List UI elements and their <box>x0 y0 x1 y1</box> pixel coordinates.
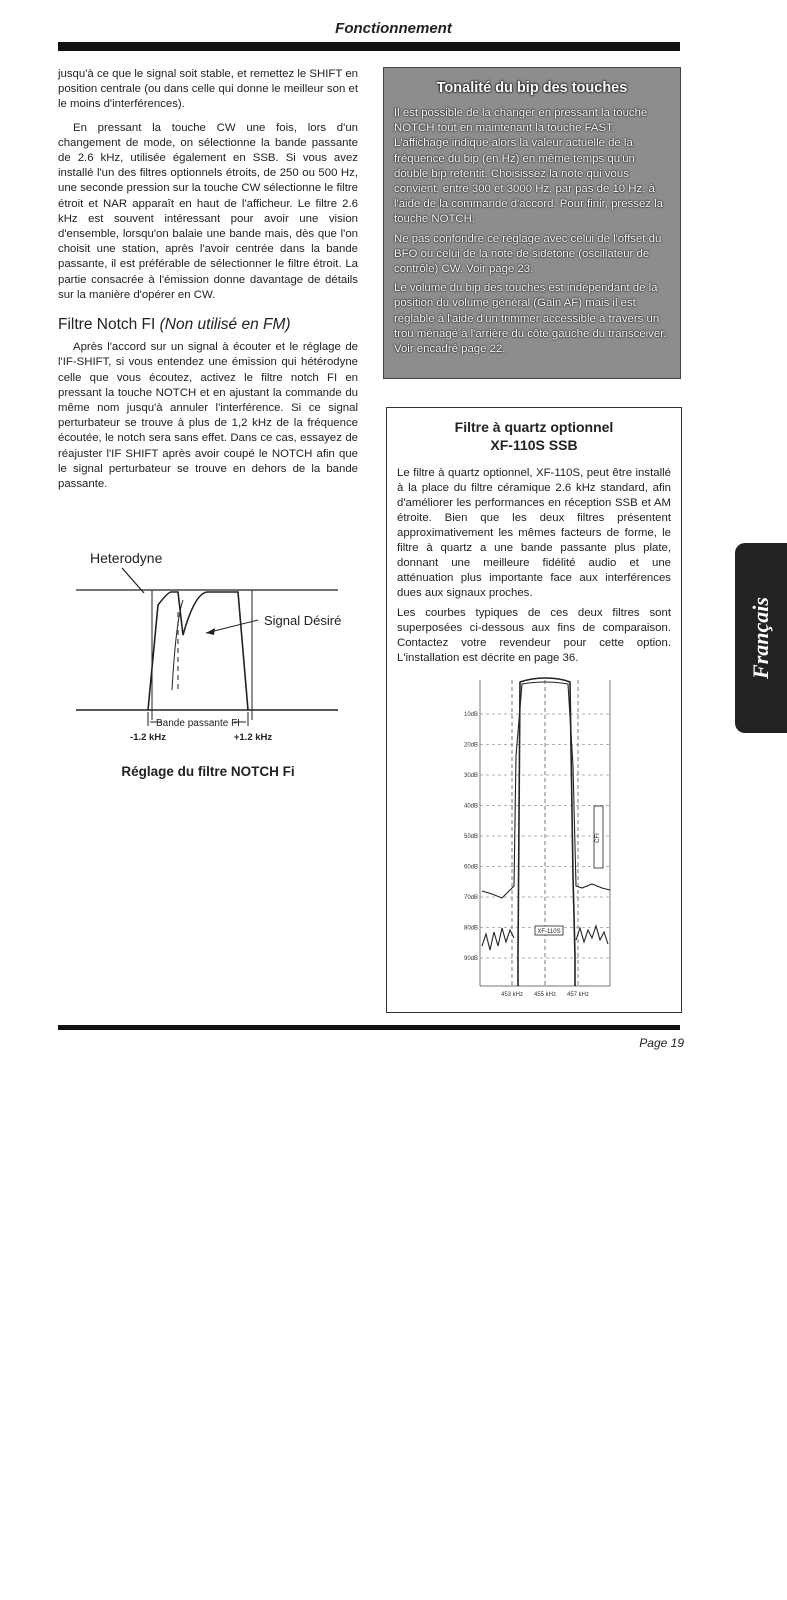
header-rule <box>58 42 680 51</box>
y-tick-label: 80dB <box>463 925 478 932</box>
signal-desire-label: Signal Désiré <box>264 613 342 628</box>
quartz-paragraph-2: Les courbes typiques de ces deux filtres sont superposées ci-dessous aux fins de comparaison. Contactez votre revendeur pour cette option. L'installation est décrite en page 36. <box>397 607 671 664</box>
tip-paragraph-2: Ne pas confondre ce réglage avec celui de l'offset du BFO ou celui de la note de sidetone (oscillateur de contrôle) CW. Voir page 23. <box>394 232 662 276</box>
y-tick-label: 10dB <box>463 712 478 718</box>
tip-paragraph-3: Le volume du bip des touches est indépendant de la position du volume général (Gain AF) mais il est réglable à l'aide d'un trimmer accessible à travers un trou ménagé à l'arrière du côté gauche du transceiver. Voir encadré page 22. <box>394 282 667 356</box>
page-header-title: Fonctionnement <box>335 20 452 37</box>
left-paragraph-2: En pressant la touche CW une fois, lors d'un changement de mode, on sélectionne la bande passante de 2.6 kHz, utilisée également en SSB. Si vous avez installé l'un des filtres optionnels étroits, de 250 ou 500 Hz, une seconde pression sur la touche CW sélectionne le filtre étroit et NAR apparaît en haut de l'afficheur. Le filtre 2.6 kHz est souvent intéressant pour avoir une vision d'ensemble, lorsqu'on balaie une bande mais, dès que l'on choisit une station, après l'avoir centrée dans la bande passante, il est préférable de sélectionner le filtre étroit. La partie consacrée à l'émission donne davantage de détails sur la manière d'opérer en CW. <box>58 121 358 301</box>
notch-section-heading <box>58 317 358 332</box>
quartz-title-line-2: XF-110S SSB <box>490 437 578 453</box>
y-tick-label: 30dB <box>463 773 478 779</box>
filter-response-chart <box>452 676 622 1006</box>
plus-1-2-khz-label: +1.2 kHz <box>233 732 273 743</box>
x-label-453: 453 kHz <box>500 992 524 998</box>
left-column <box>58 67 358 500</box>
tip-box-title: Tonalité du bip des touches <box>436 80 628 96</box>
ceramic-response-curve <box>482 682 610 898</box>
x-label-455: 455 kHz <box>533 992 557 998</box>
y-tick-label: 20dB <box>463 742 478 749</box>
xf110s-tag: XF-110S <box>537 929 561 935</box>
xf110s-response-curve <box>518 678 575 986</box>
y-tick-label: 40dB <box>463 803 478 810</box>
heterodyne-label: Heterodyne <box>90 550 163 566</box>
quartz-title-line-1: Filtre à quartz optionnel <box>454 419 614 435</box>
notch-heading-text: Filtre Notch FI <box>58 316 156 334</box>
y-tick-label: 90dB <box>463 956 478 962</box>
quartz-paragraph-1: Le filtre à quartz optionnel, XF-110S, peut être installé à la place du filtre céramique 2.6 kHz standard, afin d'améliorer les performances en réception SSB et AM étroite. Bien que les deux filtres présentent approximativement les mêmes facteurs de forme, le filtre à quartz a une bande passante plus plate, donnant une meilleure fidélité audio et une atténuation plus importante face aux interférences dues aux signaux proches. <box>397 467 671 599</box>
left-paragraph-1: jusqu'à ce que le signal soit stable, et remettez le SHIFT en position centrale (ou dans celle qui donne le meilleur son et le moins d'interférences). <box>58 68 358 111</box>
ceramic-filter-tag: CFI <box>595 833 601 843</box>
footer-rule <box>58 1025 680 1030</box>
tip-paragraph-1: Il est possible de la changer en pressant la touche NOTCH tout en maintenant la touche FAST. L'affichage indique alors la valeur actuelle de la fréquence du bip (en Hz) en même temps qu'un double bip retentit. Choisissez la note qui vous convient, entre 300 et 3000 Hz, par pas de 10 Hz, à l'aide de la commande d'accord. Pour finir, pressez la touche NOTCH. <box>394 107 664 226</box>
minus-1-2-khz-label: -1.2 kHz <box>130 732 166 743</box>
notch-heading-note: (Non utilisé en FM) <box>159 316 291 334</box>
page-number: Page 19 <box>639 1036 684 1050</box>
notch-diagram-caption: Réglage du filtre NOTCH Fi <box>121 764 295 779</box>
y-tick-label: 60dB <box>463 864 478 871</box>
y-tick-label: 50dB <box>463 834 478 840</box>
notch-diagram <box>58 540 358 750</box>
filter-chart-y-labels <box>464 712 478 962</box>
tip-box <box>383 67 681 379</box>
language-tab <box>735 543 787 733</box>
quartz-box-title <box>387 418 681 454</box>
language-tab-label: Français <box>748 597 773 679</box>
bandwidth-label: Bande passante FI <box>156 718 240 729</box>
x-label-457: 457 kHz <box>566 992 590 998</box>
y-tick-label: 70dB <box>463 895 478 901</box>
left-paragraph-3: Après l'accord sur un signal à écouter et le réglage de l'IF-SHIFT, si vous entendez une émission qui hétérodyne celle que vous écoutez, activez le filtre notch FI en pressant la touche NOTCH et en ajustant la commande du même nom jusqu'à annuler l'interférence. Si ce signal perturbateur se trouve à plus de 1,2 kHz de la fréquence écoutée, le notch sera sans effet. Dans ce cas, essayez de réajuster l'IF SHIFT après avoir coupé le NOTCH afin que le signal perturbateur se trouve en dehors de la bande passante. <box>58 341 358 491</box>
